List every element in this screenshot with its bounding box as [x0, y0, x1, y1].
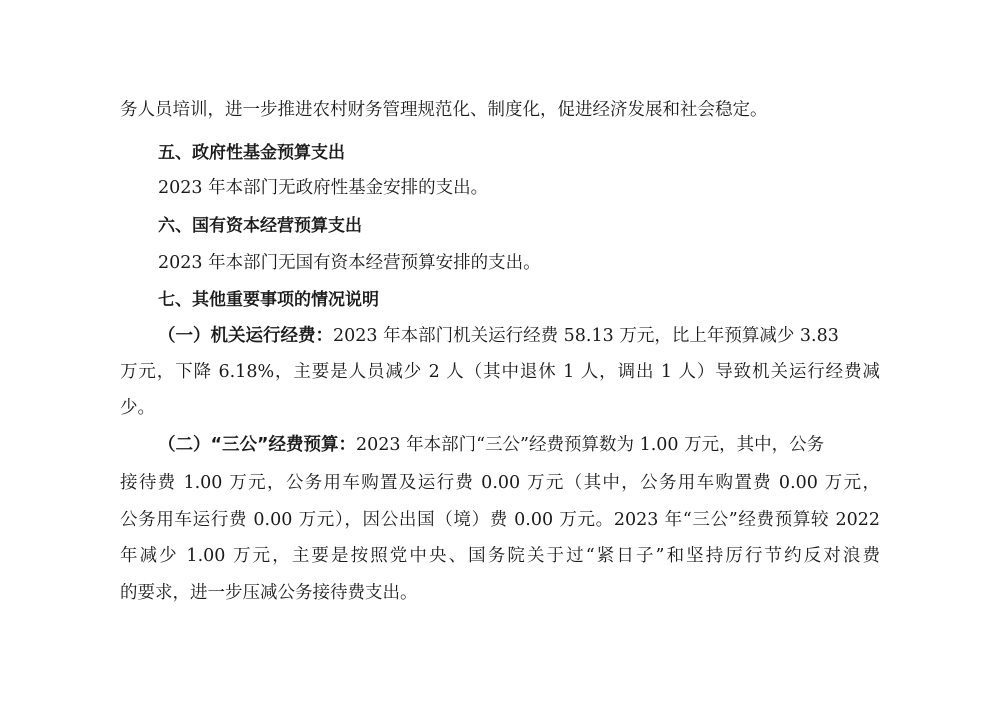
- section-heading-7: 七、其他重要事项的情况说明: [158, 290, 379, 310]
- paragraph-line: 2023 年本部门无国有资本经营预算安排的支出。: [158, 253, 541, 273]
- subsection-2-line-1: [158, 433, 880, 457]
- section-heading-5: 五、政府性基金预算支出: [158, 143, 345, 163]
- subsection-2-label: （二）“三公”经费预算：: [158, 435, 357, 455]
- section-heading-6: 六、国有资本经营预算支出: [158, 216, 362, 236]
- paragraph-line: 接待费 1.00 万元，公务用车购置及运行费 0.00 万元（其中，公务用车购置费 0.00 万元，: [120, 473, 880, 493]
- paragraph-line: 少。: [120, 398, 155, 418]
- subsection-2-text: 2023 年本部门“三公”经费预算数为 1.00 万元，其中，公务: [356, 435, 825, 455]
- subsection-1-line-1: [158, 324, 880, 348]
- paragraph-line: 的要求，进一步压减公务接待费支出。: [120, 583, 418, 603]
- paragraph-line: 2023 年本部门无政府性基金安排的支出。: [158, 178, 489, 198]
- paragraph-line: 万元，下降 6.18%，主要是人员减少 2 人（其中退休 1 人，调出 1 人）导致机关运行经费减: [120, 362, 880, 382]
- paragraph-line: 务人员培训，进一步推进农村财务管理规范化、制度化，促进经济发展和社会稳定。: [120, 100, 768, 120]
- paragraph-line: 年减少 1.00 万元，主要是按照党中央、国务院关于过“紧日子”和坚持厉行节约反对浪费: [120, 546, 880, 566]
- subsection-1-label: （一）机关运行经费：: [158, 326, 333, 346]
- paragraph-line: 公务用车运行费 0.00 万元），因公出国（境）费 0.00 万元。2023 年“三公”经费预算较 2022: [120, 510, 880, 530]
- subsection-1-text: 2023 年本部门机关运行经费 58.13 万元，比上年预算减少 3.83: [333, 326, 839, 346]
